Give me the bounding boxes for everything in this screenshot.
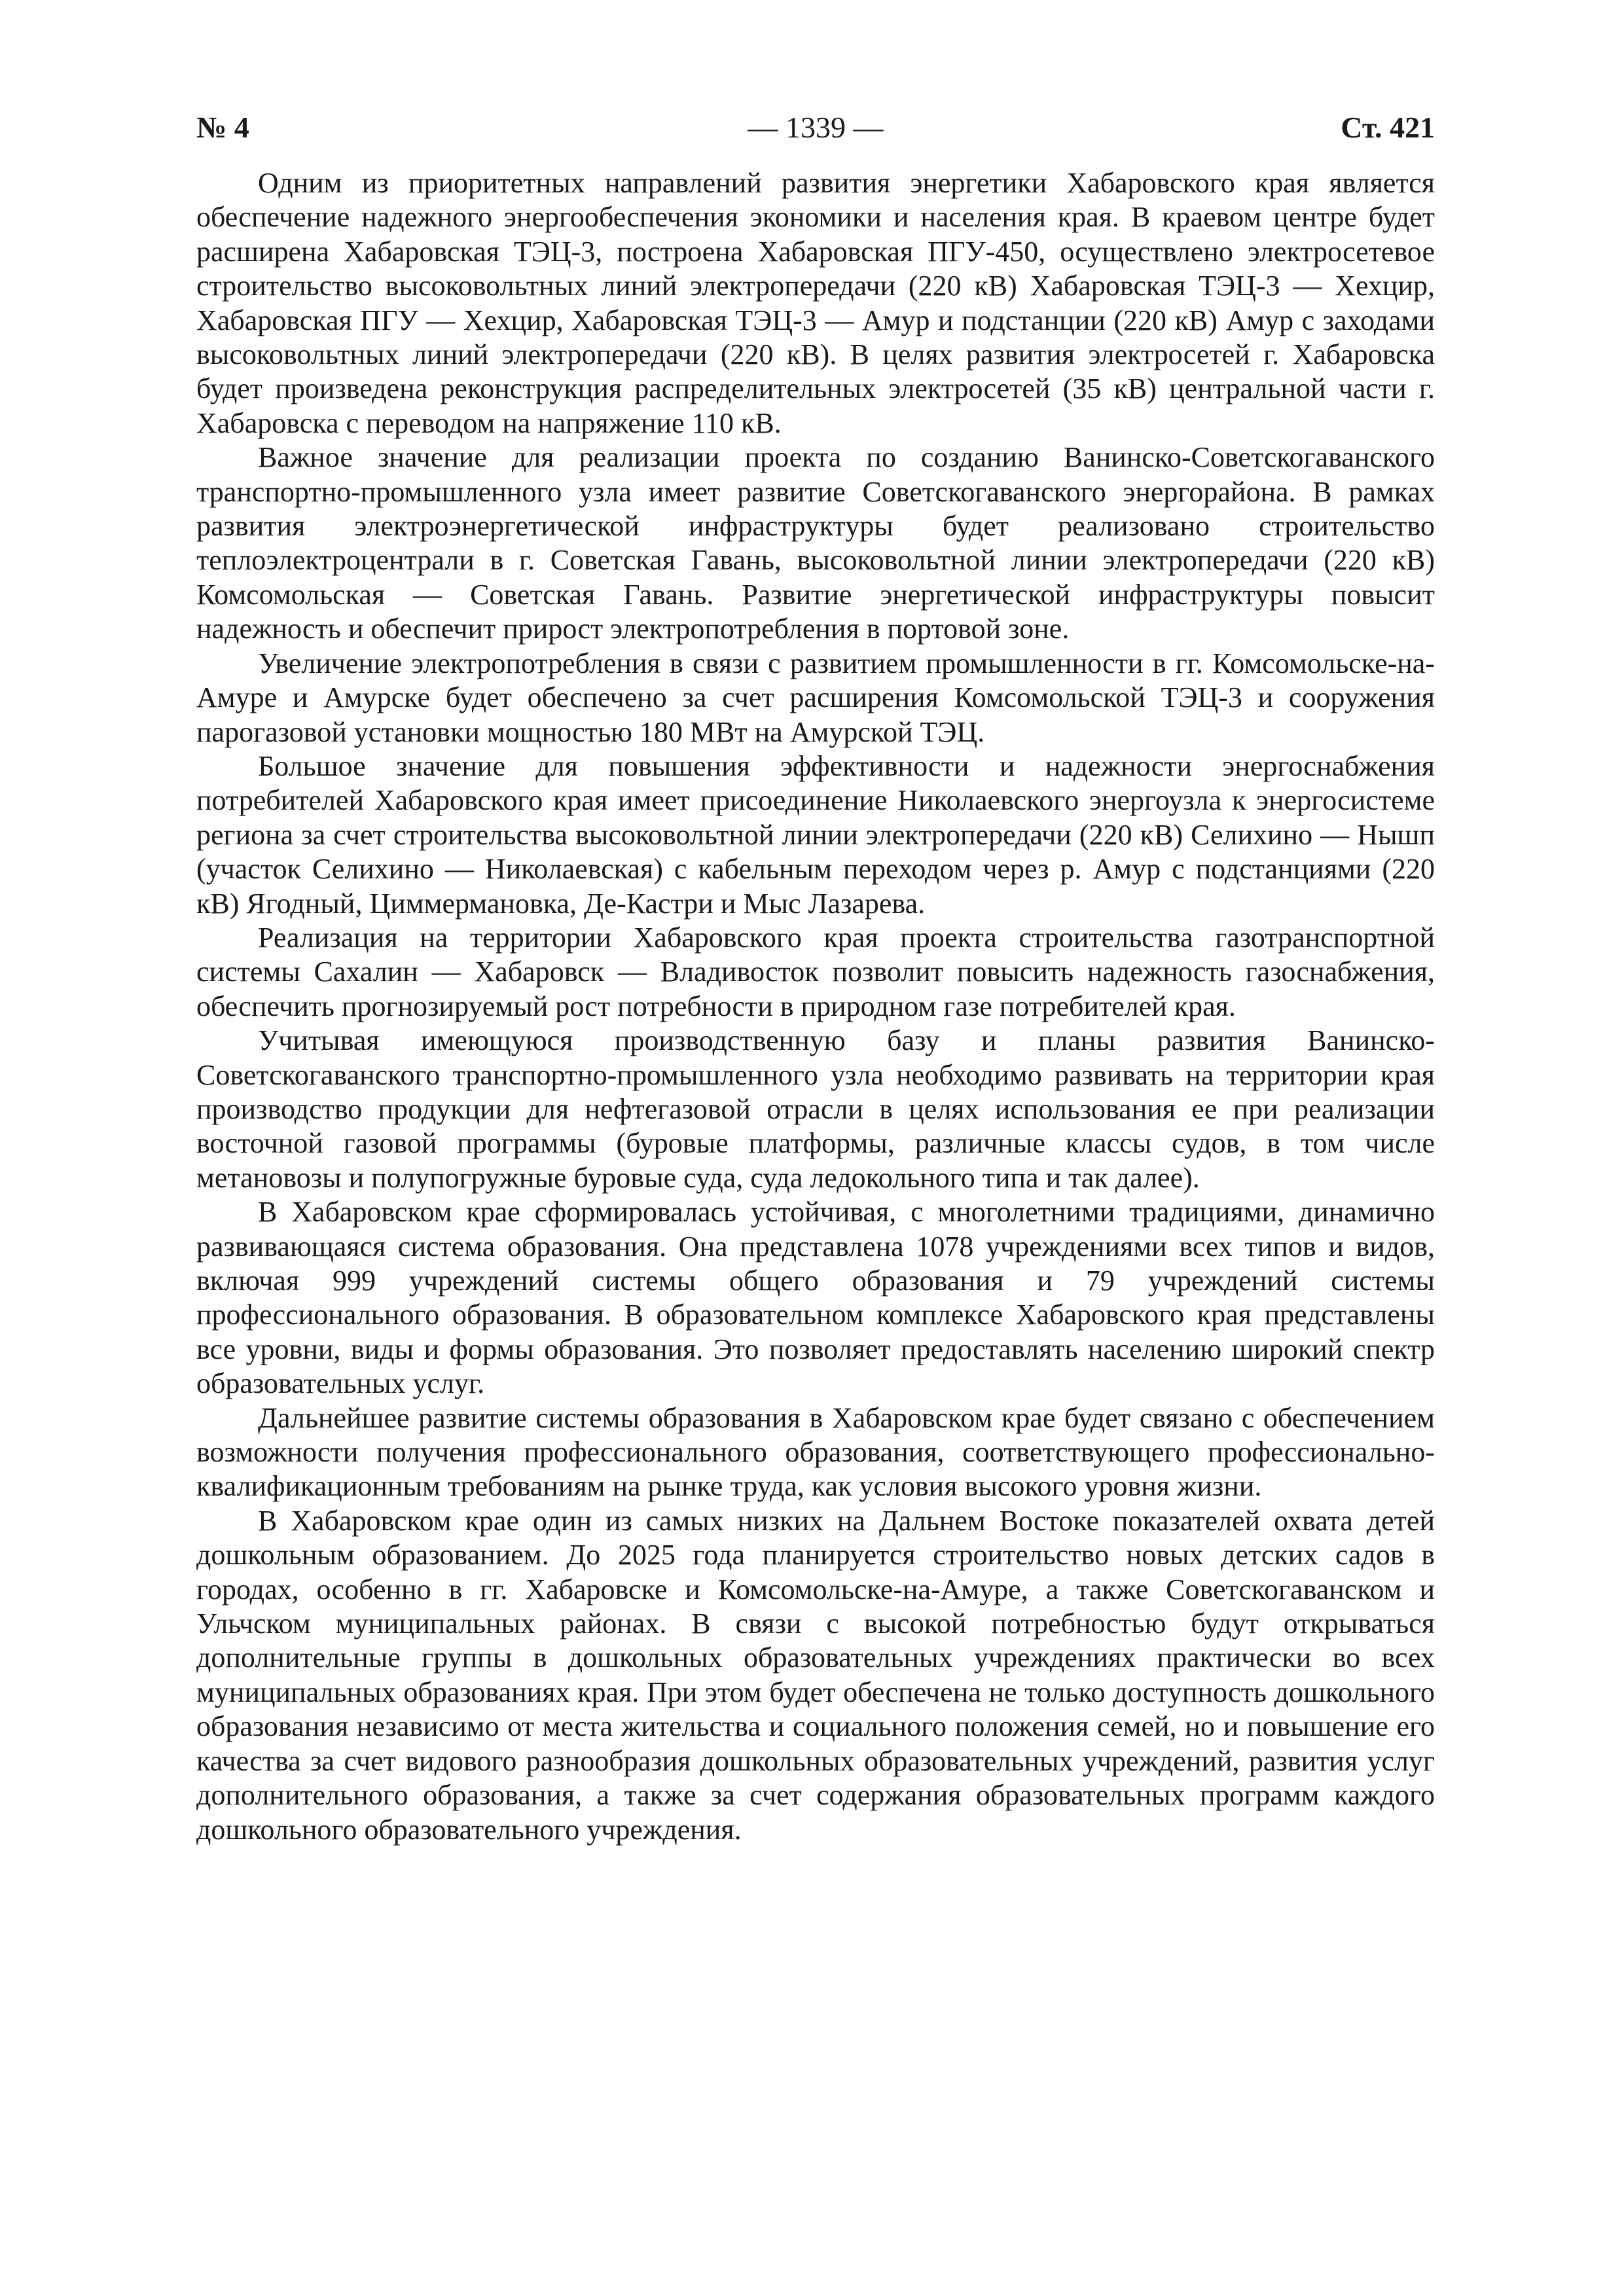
paragraph: В Хабаровском крае сформировалась устойчивая, с многолетними традициями, динамично развивающаяся система образования. Она представлена 1078 учреждениями всех типов и видов, включая 999 учреждений системы общего образования и 79 учреждений системы профессионального образования. В образовательном комплексе Хабаровского края представлены все уровни, виды и формы образования. Это позволяет предоставлять населению широкий спектр образовательных услуг. xyxy=(196,1196,1435,1400)
body-text xyxy=(196,166,1435,1847)
page-number: — 1339 — xyxy=(748,111,884,144)
issue-number: № 4 xyxy=(196,111,249,144)
paragraph: В Хабаровском крае один из самых низких на Дальнем Востоке показателей охвата детей дошкольным образованием. До 2025 года планируется строительство новых детских садов в городах, особенно в гг. Хабаровске и Комсомольске-на-Амуре, а также Советскогаванском и Ульчском муниципальных районах. В связи с высокой потребностью будут открываться дополнительные группы в дошкольных образовательных учреждениях практически во всех муниципальных образованиях края. При этом будет обеспечена не только доступность дошкольного образования независимо от места жительства и социального положения семей, но и повышение его качества за счет видового разнообразия дошкольных образовательных учреждений, развития услуг дополнительного образования, а также за счет содержания образовательных программ каждого дошкольного образовательного учреждения. xyxy=(196,1504,1435,1846)
paragraph: Большое значение для повышения эффективности и надежности энергоснабжения потребителей Хабаровского края имеет присоединение Николаевского энергоузла к энергосистеме региона за счет строительства высоковольтной линии электропередачи (220 кВ) Селихино — Нышп (участок Селихино — Николаевская) с кабельным переходом через р. Амур с подстанциями (220 кВ) Ягодный, Циммермановка, Де-Кастри и Мыс Лазарева. xyxy=(196,749,1435,920)
document-page xyxy=(196,110,1435,1847)
running-header xyxy=(196,110,1435,156)
article-number: Ст. 421 xyxy=(1341,111,1435,144)
paragraph: Увеличение электропотребления в связи с развитием промышленности в гг. Комсомольске-на-Амуре и Амурске будет обеспечено за счет расширения Комсомольской ТЭЦ-3 и сооружения парогазовой установки мощностью 180 МВт на Амурской ТЭЦ. xyxy=(196,647,1435,748)
paragraph: Учитывая имеющуюся производственную базу и планы развития Ванинско-Советскогаванского транспортно-промышленного узла необходимо развивать на территории края производство продукции для нефтегазовой отрасли в целях использования ее при реализации восточной газовой программы (буровые платформы, различные классы судов, в том числе метановозы и полупогружные буровые суда, суда ледокольного типа и так далее). xyxy=(196,1024,1435,1194)
paragraph: Одним из приоритетных направлений развития энергетики Хабаровского края является обеспечение надежного энергообеспечения экономики и населения края. В краевом центре будет расширена Хабаровская ТЭЦ-3, построена Хабаровская ПГУ-450, осуществлено электросетевое строительство высоковольтных линий электропередачи (220 кВ) Хабаровская ТЭЦ-3 — Хехцир, Хабаровская ПГУ — Хехцир, Хабаровская ТЭЦ-3 — Амур и подстанции (220 кВ) Амур с заходами высоковольтных линий электропередачи (220 кВ). В целях развития электросетей г. Хабаровска будет произведена реконструкция распределительных электросетей (35 кВ) центральной части г. Хабаровска с переводом на напряжение 110 кВ. xyxy=(196,167,1435,439)
paragraph: Дальнейшее развитие системы образования в Хабаровском крае будет связано с обеспечением возможности получения профессионального образования, соответствующего профессионально-квалификационным требованиям на рынке труда, как условия высокого уровня жизни. xyxy=(196,1401,1435,1503)
paragraph: Важное значение для реализации проекта по созданию Ванинско-Советскогаванского транспортно-промышленного узла имеет развитие Советскогаванского энергорайона. В рамках развития электроэнергетической инфраструктуры будет реализовано строительство теплоэлектроцентрали в г. Советская Гавань, высоковольтной линии электропередачи (220 кВ) Комсомольская — Советская Гавань. Развитие энергетической инфраструктуры повысит надежность и обеспечит прирост электропотребления в портовой зоне. xyxy=(196,441,1435,645)
paragraph: Реализация на территории Хабаровского края проекта строительства газотранспортной системы Сахалин — Хабаровск — Владивосток позволит повысить надежность газоснабжения, обеспечить прогнозируемый рост потребности в природном газе потребителей края. xyxy=(196,921,1435,1022)
